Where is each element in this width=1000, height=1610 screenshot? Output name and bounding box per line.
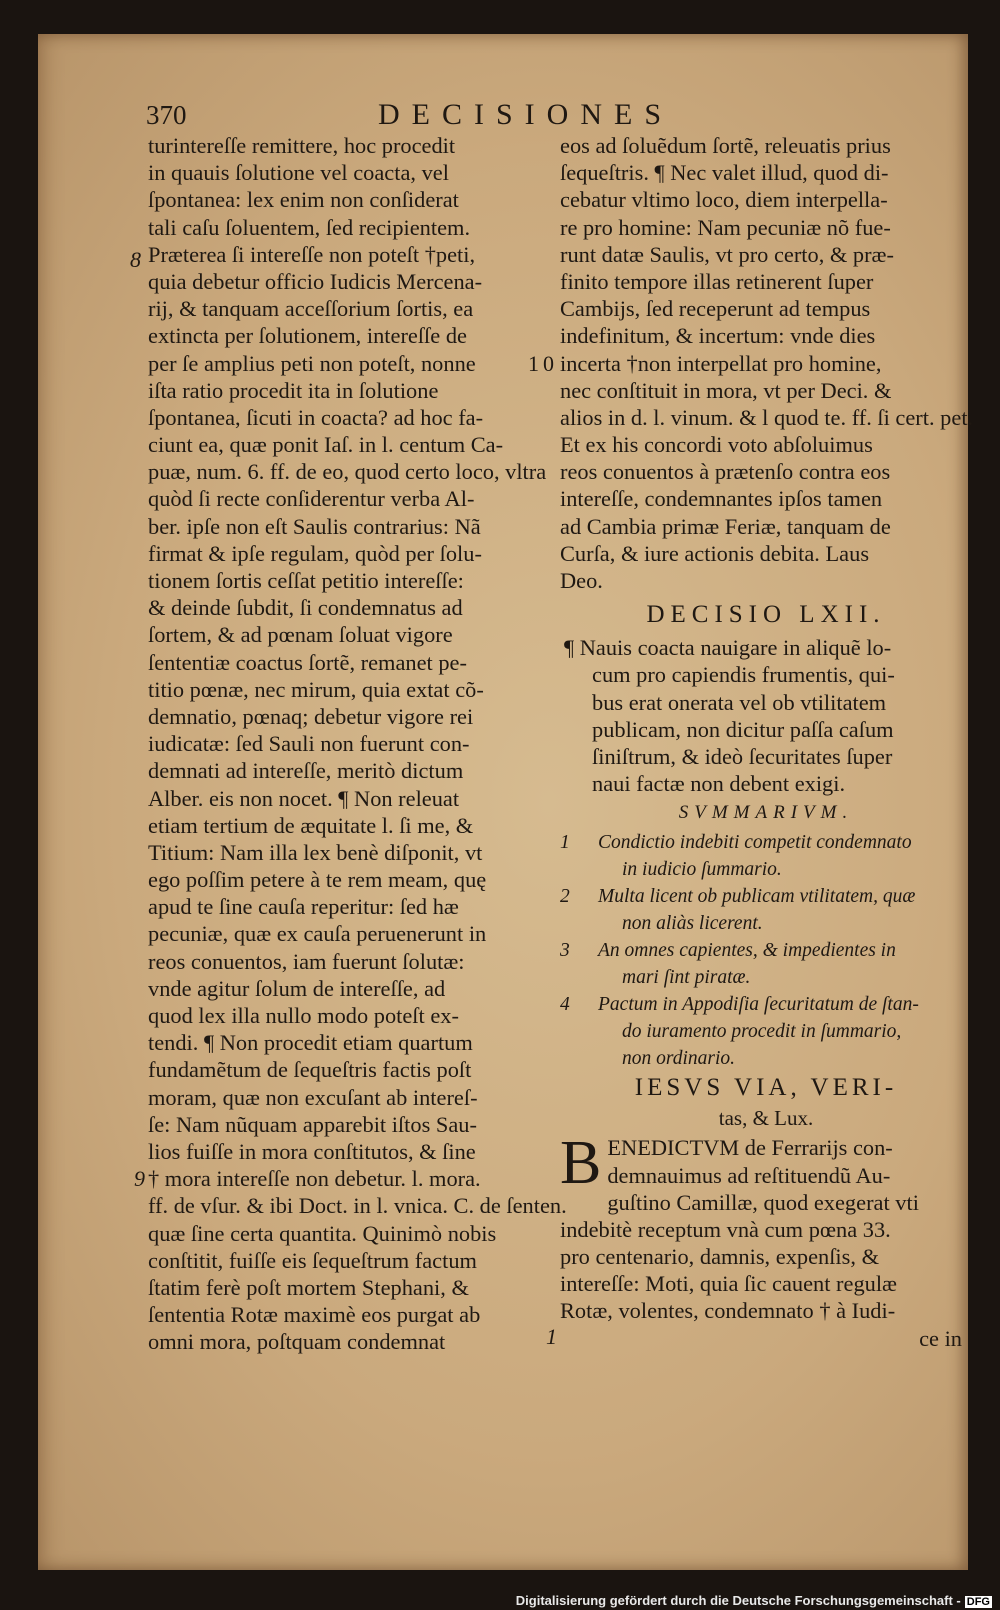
text-line: ber. ipſe non eſt Saulis contrarius: Nã bbox=[148, 513, 481, 539]
text-line: indefinitum, & incertum: vnde dies bbox=[560, 323, 876, 349]
text-line: ſententia Rotæ maximè eos purgat ab bbox=[148, 1302, 481, 1328]
text-line: ſententiæ coactus ſortẽ, remanet pe- bbox=[148, 649, 467, 675]
running-head: DECISIONES bbox=[378, 98, 674, 131]
text-line: indebitè receptum vnà cum pœna 33. bbox=[560, 1216, 891, 1242]
text-line: Deo. bbox=[560, 568, 603, 593]
text-line: incerta †non interpellat pro homine, bbox=[560, 350, 882, 376]
text-line: iſta ratio procedit ita in ſolutione bbox=[148, 377, 439, 403]
text-line: intereſſe: Moti, quia ſic cauent regulæ bbox=[560, 1271, 897, 1297]
text-line: etiam tertium de æquitate l. ſi me, & bbox=[148, 812, 474, 838]
text-line: cebatur vltimo loco, diem interpella- bbox=[560, 187, 888, 213]
text-line: pecuniæ, quæ ex cauſa peruenerunt in bbox=[148, 921, 487, 947]
summarium-list bbox=[560, 829, 972, 1072]
text-line: Et ex his concordi voto abſoluimus bbox=[560, 432, 873, 458]
text-line: re pro homine: Nam pecuniæ nõ fue- bbox=[560, 214, 891, 240]
margin-number-9: 9 bbox=[134, 1166, 145, 1191]
left-column bbox=[148, 132, 567, 1355]
summarium-item-line bbox=[560, 883, 972, 910]
summarium-number: 1 bbox=[560, 832, 570, 854]
text-line: ff. de vſur. & ibi Doct. in l. vnica. C. de ſenten. bbox=[148, 1193, 567, 1219]
text-line: vnde agitur ſolum de intereſſe, ad bbox=[148, 975, 446, 1001]
text-line: in quauis ſolutione vel coacta, vel bbox=[148, 160, 449, 186]
summarium-item-line bbox=[560, 829, 972, 856]
book-page bbox=[38, 34, 974, 1570]
text-line: reos conuentos, iam fuerunt ſolutæ: bbox=[148, 948, 465, 974]
text-line: eos ad ſoluẽdum ſortẽ, releuatis prius bbox=[560, 133, 891, 158]
text-line: ſtatim ferè poſt mortem Stephani, & bbox=[148, 1274, 469, 1300]
text-line: puæ, num. 6. ff. de eo, quod certo loco, vltra bbox=[148, 459, 547, 485]
summarium-item-line bbox=[560, 1045, 972, 1072]
summarium-number: 3 bbox=[560, 940, 570, 962]
text-line: firmat & ipſe regulam, quòd per ſolu- bbox=[148, 540, 482, 566]
text-line: per ſe amplius peti non poteſt, nonne bbox=[148, 350, 476, 376]
invocation-line-1: IESVS VIA, VERI- bbox=[634, 1074, 898, 1102]
text-line: & deinde ſubdit, ſi condemnatus ad bbox=[148, 595, 463, 621]
summarium-number: 2 bbox=[560, 886, 570, 908]
text-line: quod lex illa nullo modo poteſt ex- bbox=[148, 1003, 459, 1028]
text-line: Curſa, & iure actionis debita. Laus bbox=[560, 540, 870, 566]
text-line: ENEDICTVM de Ferrarijs con- bbox=[607, 1135, 893, 1161]
summarium-number: 4 bbox=[560, 994, 570, 1016]
decision-summary bbox=[560, 634, 972, 797]
text-line: titio pœnæ, nec mirum, quia extat cõ- bbox=[148, 676, 484, 702]
drop-cap: B bbox=[560, 1129, 602, 1198]
text-line: demnatio, pœnaq; debetur vigore rei bbox=[148, 703, 474, 729]
summarium-item-line bbox=[560, 1018, 972, 1045]
summarium-text: in iudicio ſummario. bbox=[622, 859, 782, 881]
final-paragraph bbox=[560, 1129, 972, 1352]
folio-number: 370 bbox=[146, 100, 187, 130]
text-line: ego poſſim petere à te rem meam, quę bbox=[148, 867, 487, 893]
summarium-item-line bbox=[560, 910, 972, 937]
text-line: extincta per ſolutionem, intereſſe de bbox=[148, 323, 467, 349]
text-line: fundamẽtum de ſequeſtris factis poſt bbox=[148, 1057, 472, 1083]
text-line: ſe: Nam nũquam apparebit iſtos Sau- bbox=[148, 1111, 477, 1137]
decision-conclusion bbox=[560, 132, 972, 594]
text-line: guſtino Camillæ, quod exegerat vti bbox=[607, 1189, 919, 1215]
text-line: reos conuentos à prætenſo contra eos bbox=[560, 459, 891, 485]
text-line: rij, & tanquam acceſſorium ſortis, ea bbox=[148, 296, 474, 322]
summary-line: publicam, non dicitur paſſa caſum bbox=[592, 716, 894, 742]
summary-line: ¶ Nauis coacta nauigare in aliquẽ lo- bbox=[564, 635, 892, 661]
text-line: ce in bbox=[919, 1325, 962, 1351]
summary-line: ſiniſtrum, & ideò ſecuritates ſuper bbox=[592, 743, 893, 769]
text-line: conſtitit, fuiſſe eis ſequeſtrum factum bbox=[148, 1247, 477, 1273]
summarium-text: An omnes capientes, & impedientes in bbox=[598, 940, 896, 962]
summarium-item-line bbox=[560, 937, 972, 964]
text-line: nec conſtituit in mora, vt per Deci. & bbox=[560, 377, 892, 403]
text-line: runt datæ Saulis, vt pro certo, & præ- bbox=[560, 241, 894, 267]
text-line: pro centenario, damnis, expenſis, & bbox=[560, 1244, 879, 1270]
text-line: alios in d. l. vinum. & l quod te. ff. ſi cert. pet. bbox=[560, 404, 974, 430]
summarium-text: Multa licent ob publicam vtilitatem, quæ bbox=[598, 886, 916, 908]
text-line: quæ ſine certa quantita. Quinimò nobis bbox=[148, 1220, 497, 1246]
digitization-footer bbox=[516, 1593, 992, 1608]
text-line: quòd ſi recte conſiderentur verba Al- bbox=[148, 486, 475, 512]
summary-line: naui factæ non debent exigi. bbox=[592, 771, 846, 797]
text-line: omni mora, poſtquam condemnat bbox=[148, 1329, 446, 1355]
text-line: turintereſſe remittere, hoc procedit bbox=[148, 133, 456, 158]
text-line: ſortem, & ad pœnam ſoluat vigore bbox=[148, 622, 453, 648]
footer-text: Digitalisierung gefördert durch die Deutsche Forschungsgemeinschaft - bbox=[515, 1593, 961, 1608]
summarium-item-line bbox=[560, 856, 972, 883]
summarium-text: mari ſint piratæ. bbox=[622, 967, 751, 989]
text-line: lios fuiſſe in mora conſtitutos, & ſine bbox=[148, 1138, 476, 1164]
dfg-logo: DFG bbox=[966, 1596, 990, 1608]
summarium-text: do iuramento procedit in ſummario, bbox=[622, 1021, 902, 1043]
text-line: moram, quæ non excuſant ab intereſ- bbox=[148, 1084, 478, 1110]
margin-number-1: 1 bbox=[546, 1324, 557, 1349]
summarium-text: non aliàs licerent. bbox=[622, 913, 763, 935]
summarium-item-line bbox=[560, 964, 972, 991]
text-line: ſequeſtris. ¶ Nec valet illud, quod di- bbox=[560, 160, 889, 186]
text-line: Rotæ, volentes, condemnato † à Iudi- bbox=[560, 1298, 896, 1324]
text-line: Cambijs, ſed receperunt ad tempus bbox=[560, 296, 871, 322]
summary-line: cum pro capiendis frumentis, qui- bbox=[592, 662, 895, 688]
text-line: ſpontanea, ſicuti in coacta? ad hoc fa- bbox=[148, 404, 484, 430]
text-line: ad Cambia primæ Feriæ, tanquam de bbox=[560, 513, 891, 539]
invocation-line-2: tas, & Lux. bbox=[718, 1106, 814, 1131]
margin-number-10: 10 bbox=[528, 351, 558, 376]
summarium-text: non ordinario. bbox=[622, 1048, 736, 1070]
decisio-title: DECISIO LXII. bbox=[646, 601, 886, 629]
text-line: apud te ſine cauſa reperitur: ſed hæ bbox=[148, 894, 459, 920]
text-line: tionem ſortis ceſſat petitio intereſſe: bbox=[148, 568, 464, 593]
text-line: iudicatæ: ſed Sauli non fuerunt con- bbox=[148, 731, 470, 757]
text-line: ciunt ea, quæ ponit Iaſ. in l. centum Ca- bbox=[148, 432, 504, 458]
margin-number-8: 8 bbox=[130, 247, 141, 272]
summarium-text: Pactum in Appodiſia ſecuritatum de ſtan- bbox=[598, 994, 919, 1016]
text-line: intereſſe, condemnantes ipſos tamen bbox=[560, 486, 883, 512]
text-line: ſpontanea: lex enim non conſiderat bbox=[148, 187, 459, 213]
summarium-text: Condictio indebiti competit condemnato bbox=[598, 832, 912, 854]
text-line: tendi. ¶ Non procedit etiam quartum bbox=[148, 1030, 473, 1056]
text-line: demnauimus ad reſtituendũ Au- bbox=[607, 1162, 891, 1188]
summarium-item-line bbox=[560, 991, 972, 1018]
text-line: demnati ad intereſſe, meritò dictum bbox=[148, 758, 464, 784]
text-line: Præterea ſi intereſſe non poteſt †peti, bbox=[148, 241, 476, 267]
summary-line: bus erat onerata vel ob vtilitatem bbox=[592, 689, 887, 715]
text-line: Titium: Nam illa lex benè diſponit, vt bbox=[148, 839, 483, 865]
right-column bbox=[560, 132, 972, 1352]
text-line: tali caſu ſoluentem, ſed recipientem. bbox=[148, 214, 471, 240]
summarium-title: SVMMARIVM. bbox=[678, 802, 854, 824]
text-line: † mora intereſſe non debetur. l. mora. bbox=[148, 1166, 481, 1192]
text-line: quia debetur officio Iudicis Mercena- bbox=[148, 268, 483, 294]
text-line: Alber. eis non nocet. ¶ Non releuat bbox=[148, 785, 460, 811]
text-line: finito tempore illas retinerent ſuper bbox=[560, 268, 874, 294]
